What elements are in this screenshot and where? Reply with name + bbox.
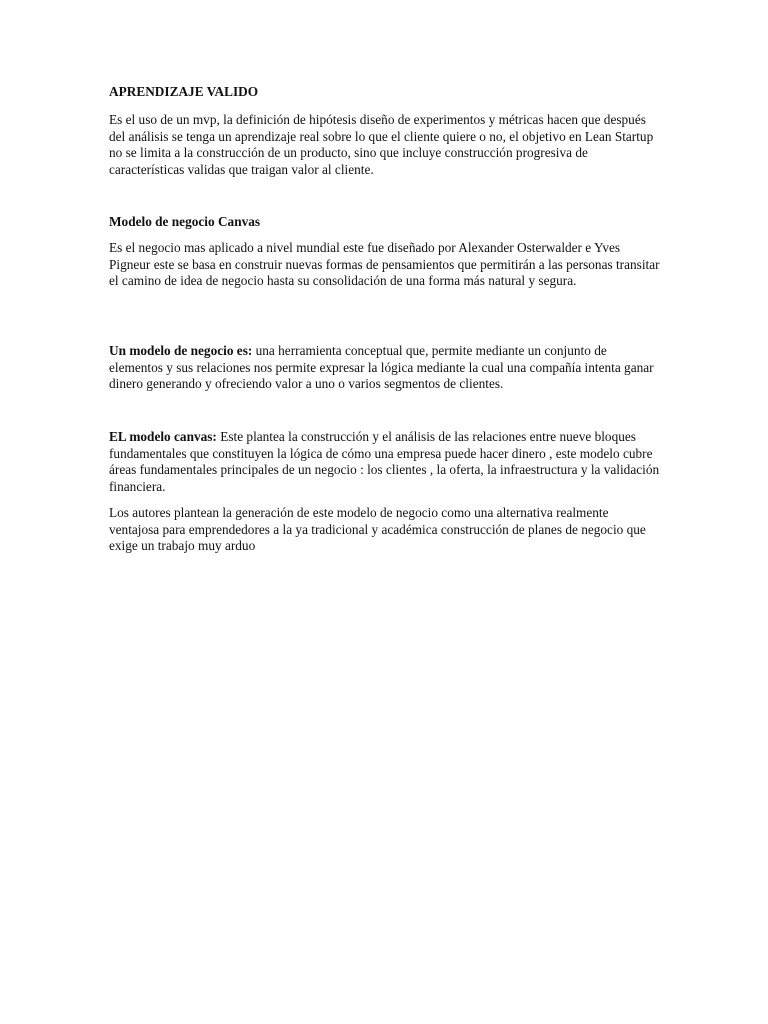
paragraph-autores: Los autores plantean la generación de este modelo de negocio como una alternativa realmente ventajosa para emprendedores a la ya tradicional y académica construcción de planes de negocio que exige un trabajo muy arduo <box>109 505 646 553</box>
paragraph-aprendizaje-valido: Es el uso de un mvp, la definición de hipótesis diseño de experimentos y métricas hacen que después del análisis se tenga un aprendizaje real sobre lo que el cliente quiere o no, el objetivo en Lean Startup no se limita a la construcción de un producto, sino que incluye construcción progresiva de características validas que traigan valor al cliente. <box>109 112 654 177</box>
paragraph-el-modelo-canvas <box>109 429 661 495</box>
section-heading-modelo-canvas: Modelo de negocio Canvas <box>109 214 261 229</box>
lead-el-modelo-canvas: EL modelo canvas: <box>109 429 217 444</box>
section-heading-aprendizaje-valido: APRENDIZAJE VALIDO <box>109 84 259 99</box>
paragraph-modelo-de-negocio <box>109 343 661 393</box>
paragraph-modelo-canvas: Es el negocio mas aplicado a nivel mundial este fue diseñado por Alexander Osterwalder e Yves Pigneur este se basa en construir nuevas formas de pensamientos que permitirán a las personas transitar el camino de idea de negocio hasta su consolidación de una forma más natural y segura. <box>109 240 660 288</box>
lead-modelo-de-negocio: Un modelo de negocio es: <box>109 343 253 358</box>
body-el-modelo-canvas: Este plantea la construcción y el análisis de las relaciones entre nueve bloques fundamentales que constituyen la lógica de cómo una empresa puede hacer dinero , este modelo cubre áreas fundamentales principales de un negocio : los clientes , la oferta, la infraestructura y la validación financiera. <box>109 429 660 494</box>
body-modelo-de-negocio: una herramienta conceptual que, permite mediante un conjunto de elementos y sus relaciones nos permite expresar la lógica mediante la cual una compañía intenta ganar dinero generando y ofreciendo valor a uno o varios segmentos de clientes. <box>109 343 654 391</box>
